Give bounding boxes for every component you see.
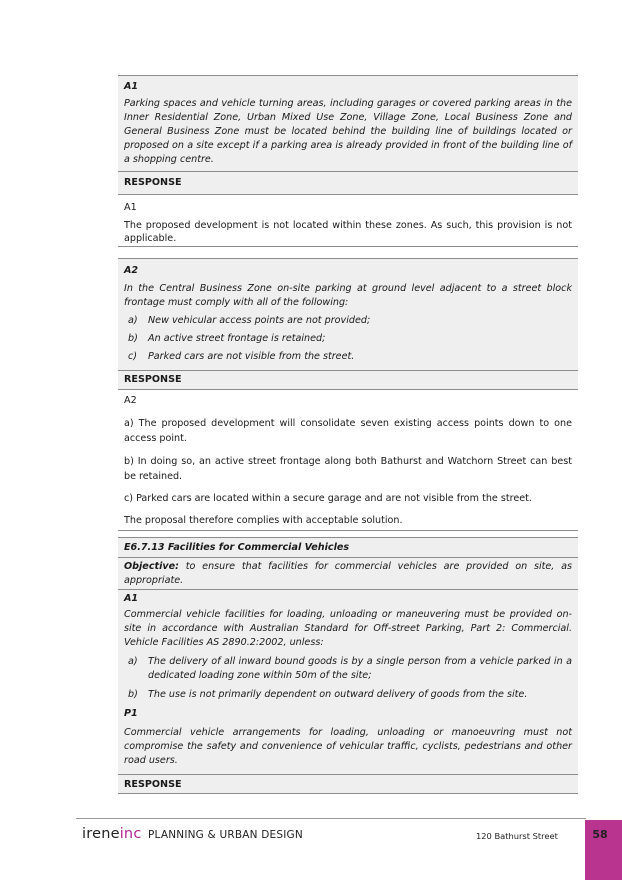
list-item — [118, 331, 578, 349]
a1-heading: A1 — [124, 81, 139, 92]
a1-text: Commercial vehicle facilities for loading, unloading or maneuvering must be provided on-site in accordance with Australian Standard for Off-street Parking, Part 2: Commercial. Vehicle Facilities AS 2890.2:2002, unless: — [124, 609, 572, 648]
list-item — [118, 687, 578, 705]
a1-p1-requirement — [118, 590, 578, 774]
a2-requirement — [118, 259, 578, 370]
list-item — [118, 349, 578, 367]
a2-heading: A2 — [124, 265, 139, 276]
response-paragraph: The proposal therefore complies with acceptable solution. — [124, 515, 403, 526]
section-a2 — [118, 258, 578, 531]
response-paragraph: c) Parked cars are located within a secure garage and are not visible from the street. — [124, 493, 532, 504]
list-item — [118, 313, 578, 331]
objective-label: Objective: — [124, 561, 179, 572]
footer-address: 120 Bathurst Street — [476, 831, 558, 841]
divider — [118, 793, 578, 794]
a1-requirement — [118, 76, 578, 171]
response-heading: A2 — [124, 395, 137, 406]
objective — [118, 558, 578, 589]
list-marker: b) — [128, 689, 138, 700]
list-text: An active street frontage is retained; — [148, 333, 326, 344]
company-logo — [82, 826, 142, 842]
response-label: RESPONSE — [118, 172, 578, 194]
list-text: The delivery of all inward bound goods is by a single person from a vehicle parked in a dedicated loading zone within 50m of the site; — [148, 656, 572, 681]
response-label: RESPONSE — [118, 775, 578, 793]
logo-part-inc: inc — [119, 826, 142, 842]
objective-text: to ensure that facilities for commercial vehicles are provided on site, as appropriate. — [124, 561, 572, 586]
section-a1 — [118, 75, 578, 247]
list-marker: c) — [128, 351, 138, 362]
response-label: RESPONSE — [118, 371, 578, 389]
response-heading: A1 — [124, 202, 137, 213]
list-text: New vehicular access points are not provided; — [148, 315, 371, 326]
list-marker: b) — [128, 333, 138, 344]
firm-name: PLANNING & URBAN DESIGN — [148, 829, 303, 841]
a1-text: Parking spaces and vehicle turning areas, including garages or covered parking areas in the Inner Residential Zone, Urban Mixed Use Zone, Village Zone, Local Business Zone and General Business Zone must be located behind the building line of buildings located or proposed on a site except if a parking area is already provided in front of the building line of a shopping centre. — [124, 98, 572, 165]
section-e6-7-13 — [118, 537, 578, 794]
list-item — [118, 654, 578, 687]
logo-part-irene: irene — [82, 826, 120, 842]
list-marker: a) — [128, 315, 138, 326]
response-paragraph: b) In doing so, an active street frontage along both Bathurst and Watchorn Street can best be retained. — [124, 456, 572, 482]
footer-divider — [76, 818, 586, 819]
divider — [118, 246, 578, 247]
list-marker: a) — [128, 656, 138, 667]
page-number: 58 — [592, 828, 608, 841]
a1-heading: A1 — [124, 593, 139, 604]
p1-heading: P1 — [124, 708, 138, 719]
list-text: The use is not primarily dependent on outward delivery of goods from the site. — [148, 689, 528, 700]
response-paragraph: a) The proposed development will consolidate seven existing access points down to one access point. — [124, 418, 572, 444]
divider — [118, 530, 578, 531]
response-text: The proposed development is not located within these zones. As such, this provision is not applicable. — [124, 220, 572, 244]
list-text: Parked cars are not visible from the street. — [148, 351, 355, 362]
section-title: E6.7.13 Facilities for Commercial Vehicles — [118, 538, 578, 557]
a2-text: In the Central Business Zone on-site parking at ground level adjacent to a street block frontage must comply with all of the following: — [124, 283, 572, 308]
p1-text: Commercial vehicle arrangements for loading, unloading or manoeuvring must not compromise the safety and convenience of vehicular traffic, cyclists, pedestrians and other road users. — [124, 727, 572, 766]
